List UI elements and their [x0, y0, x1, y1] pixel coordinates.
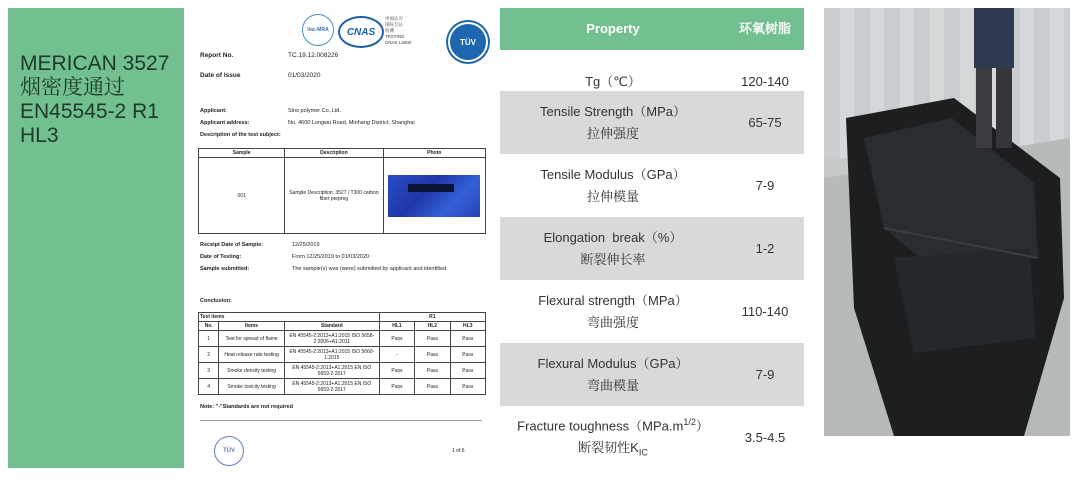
testing-label: Date of Testing:	[200, 254, 242, 260]
property-value: 3.5-4.5	[744, 430, 786, 445]
carbon-part-panel	[894, 248, 1036, 353]
table-row	[199, 331, 486, 347]
date-issue: 01/03/2020	[288, 72, 321, 79]
test-no: 4	[199, 379, 219, 395]
cnas-subtitle: 中国认可 国际互认 检测 TESTING CNAS L4000	[385, 16, 412, 45]
property-value: 120-140	[741, 74, 789, 89]
conclusion-label: Conclusion:	[200, 298, 232, 304]
property-name-cn: 弯曲模量	[586, 377, 639, 393]
test-standard: EN 45545-2:2013+A1:2015 ISO 5660-1:2015	[284, 347, 379, 363]
note: Note: "-"Standards are not required	[200, 404, 293, 410]
col-hl2: HL2	[415, 322, 450, 331]
photo-header: Photo	[383, 149, 485, 158]
property-name-cn: 断裂伸长率	[580, 251, 646, 267]
report-no: TC.19.12.008226	[288, 52, 339, 59]
property-name: Elongation break（%）	[543, 229, 683, 245]
product-photo	[824, 8, 1070, 436]
property-name-cn: 拉伸模量	[586, 188, 639, 204]
property-name: Tg（℃）	[585, 73, 641, 89]
property-name-line	[517, 411, 709, 437]
test-hl2: Pass	[415, 331, 450, 347]
property-value: 1-2	[755, 241, 775, 256]
test-hl1: Pass	[379, 363, 414, 379]
tuv-stamp: TÜV	[214, 436, 244, 466]
r1-header: R1	[379, 313, 485, 322]
sample-photo-cell	[383, 158, 485, 234]
tuv-logo: TÜV	[448, 22, 488, 62]
receipt-date: 12/25/2019	[292, 242, 320, 248]
receipt-label: Receipt Date of Sample:	[200, 242, 263, 248]
property-row-flexural-modulus	[500, 343, 804, 406]
test-hl3: Pass	[450, 379, 485, 395]
test-hl2: Pass	[415, 347, 450, 363]
property-name-sub: IC	[638, 447, 648, 458]
properties-header	[500, 8, 804, 50]
property-name: Flexural strength（MPa）	[538, 292, 688, 308]
table-row	[199, 379, 486, 395]
person-leg-right	[996, 68, 1012, 148]
test-items-header: Test items	[199, 313, 380, 322]
property-name-cn: 弯曲强度	[586, 314, 639, 330]
test-hl3: Pass	[450, 347, 485, 363]
submitted: The sample(s) was (were) submitted by applicant and identified.	[292, 266, 448, 272]
property-row-flexural-strength	[500, 280, 804, 343]
test-standard: EN 45545-2:2013+A1:2015 EN ISO 5659-2:2017	[284, 363, 379, 379]
property-value: 65-75	[748, 115, 782, 130]
property-row-elongation	[500, 217, 804, 280]
test-hl3: Pass	[450, 363, 485, 379]
title-panel	[8, 8, 184, 468]
description-header: Description	[285, 149, 383, 158]
test-item: Heat release rate testing	[219, 347, 285, 363]
description-label: Description of the test subject:	[200, 132, 281, 138]
test-hl2: Pass	[415, 363, 450, 379]
properties-table	[500, 8, 804, 468]
test-no: 2	[199, 347, 219, 363]
property-name: Fracture toughness（MPa.m	[517, 418, 684, 434]
test-hl3: Pass	[450, 331, 485, 347]
property-name-cn-line	[578, 437, 648, 464]
title-text: MERICAN 3527 烟密度通过 EN45545-2 R1 HL3	[20, 52, 170, 147]
resin-header: 环氧树脂	[738, 21, 791, 36]
test-item: Smoke toxicity testing	[219, 379, 285, 395]
table-row	[199, 347, 486, 363]
test-hl2: Pass	[415, 379, 450, 395]
ilac-mra-logo: ilac-MRA	[302, 14, 334, 46]
test-item: Smoke density testing	[219, 363, 285, 379]
test-hl1: Pass	[379, 379, 414, 395]
report-no-label: Report No.	[200, 52, 234, 59]
address-label: Applicant address:	[200, 120, 250, 126]
test-standard: EN 45545-2:2013+A1:2015 EN ISO 5659-2:2017	[284, 379, 379, 395]
property-name-sup: 1/2	[683, 417, 696, 428]
property-name: Tensile Modulus（GPa）	[540, 166, 686, 182]
cnas-logo: CNAS	[338, 16, 384, 48]
test-standard: EN 45545-2:2013+A1:2015 ISO 5658-2:2006+A1:2011	[284, 331, 379, 347]
person-leg-left	[976, 68, 992, 148]
table-row	[199, 363, 486, 379]
test-results-table	[198, 312, 486, 395]
sample-id: 001	[199, 158, 285, 234]
col-standard: Standard	[284, 322, 379, 331]
sample-photo	[388, 175, 480, 217]
property-value: 110-140	[741, 304, 789, 319]
test-hl1: Pass	[379, 331, 414, 347]
property-row-tensile-strength	[500, 91, 804, 154]
test-no: 1	[199, 331, 219, 347]
property-header: Property	[586, 21, 640, 36]
submitted-label: Sample submitted:	[200, 266, 250, 272]
person-torso	[974, 8, 1014, 68]
date-issue-label: Date of Issue	[200, 72, 241, 79]
test-certificate	[190, 8, 492, 468]
property-name: Tensile Strength（MPa）	[540, 103, 686, 119]
sample-table	[198, 148, 486, 234]
test-no: 3	[199, 363, 219, 379]
property-row-fracture-toughness	[500, 406, 804, 469]
address: No. 4600 Longwu Road, Minhang District, Shanghai	[288, 120, 415, 126]
col-hl1: HL1	[379, 322, 414, 331]
property-name: Flexural Modulus（GPa）	[537, 355, 689, 371]
property-name-end: ）	[695, 418, 709, 434]
applicant: Sino polymer Co.,Ltd.	[288, 108, 341, 114]
testing-date: From 12/25/2019 to 01/03/2020	[292, 254, 370, 260]
applicant-label: Applicant:	[200, 108, 227, 114]
property-row-tensile-modulus	[500, 154, 804, 217]
property-value: 7-9	[755, 367, 775, 382]
page-number: 1 of 6	[452, 448, 465, 454]
property-name-cn: 拉伸强度	[586, 125, 639, 141]
test-item: Test for spread of flame	[219, 331, 285, 347]
col-items: Items	[219, 322, 285, 331]
sample-description: Sample Description: 3527 / T300 carbon fiber prepreg	[285, 158, 383, 234]
property-value: 7-9	[755, 178, 775, 193]
property-name-cn: 断裂韧性K	[578, 440, 639, 456]
test-hl1: -	[379, 347, 414, 363]
col-no: No.	[199, 322, 219, 331]
col-hl3: HL3	[450, 322, 485, 331]
sample-header: Sample	[199, 149, 285, 158]
carbon-part-illustration	[824, 8, 1070, 436]
footer-divider	[200, 420, 482, 424]
